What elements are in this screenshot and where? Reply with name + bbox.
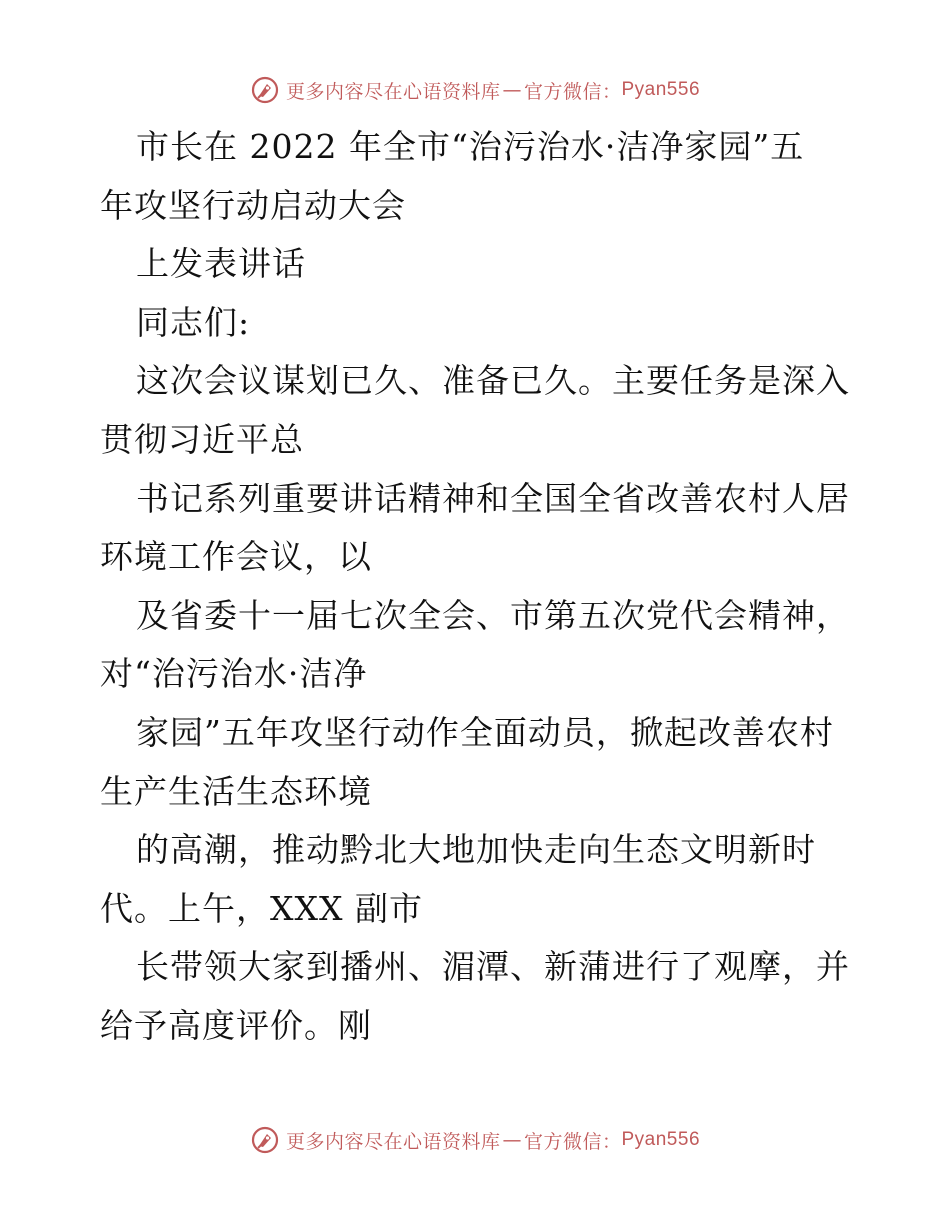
pen-nib-logo-icon (250, 75, 280, 105)
doc-line: 书记系列重要讲话精神和全国全省改善农村人居 (136, 478, 850, 518)
footer-watermark (0, 1120, 950, 1160)
watermark-wechat-label: 官方微信： (523, 1130, 622, 1153)
doc-line: 给予高度评价。刚 (100, 1005, 372, 1045)
watermark-wechat-id: Pyan556 (621, 1129, 701, 1150)
doc-line: 对“治污治水·洁净 (100, 654, 368, 694)
doc-line: 的高潮，推动黔北大地加快走向生态文明新时 (136, 830, 816, 870)
doc-line: 长带领大家到播州、湄潭、新蒲进行了观摩，并 (136, 947, 850, 987)
doc-line: 市长在 2022 年全市“治污治水·洁净家园”五 (136, 127, 805, 166)
doc-line: 代。上午，XXX 副市 (100, 888, 423, 928)
watermark-text: 更多内容尽在心语资料库 (285, 1130, 501, 1153)
doc-line: 环境工作会议，以 (100, 537, 372, 577)
watermark-separator: — (502, 1129, 522, 1151)
watermark-wechat-id: Pyan556 (621, 79, 701, 100)
watermark-separator: — (502, 79, 522, 101)
doc-line: 贯彻习近平总 (100, 419, 304, 459)
doc-line: 及省委十一届七次全会、市第五次党代会精神， (136, 595, 850, 635)
watermark-text: 更多内容尽在心语资料库 (285, 80, 501, 103)
doc-line: 生产生活生态环境 (100, 771, 372, 811)
doc-line: 上发表讲话 (136, 244, 306, 284)
document-body (100, 118, 860, 1056)
header-watermark (0, 70, 950, 110)
doc-line: 家园”五年攻坚行动作全面动员，掀起改善农村 (136, 712, 834, 752)
doc-line: 这次会议谋划已久、准备已久。主要任务是深入 (136, 361, 850, 401)
doc-line: 同志们: (136, 302, 251, 342)
watermark-wechat-label: 官方微信： (523, 80, 622, 103)
pen-nib-logo-icon (250, 1125, 280, 1155)
doc-line: 年攻坚行动启动大会 (100, 185, 406, 225)
